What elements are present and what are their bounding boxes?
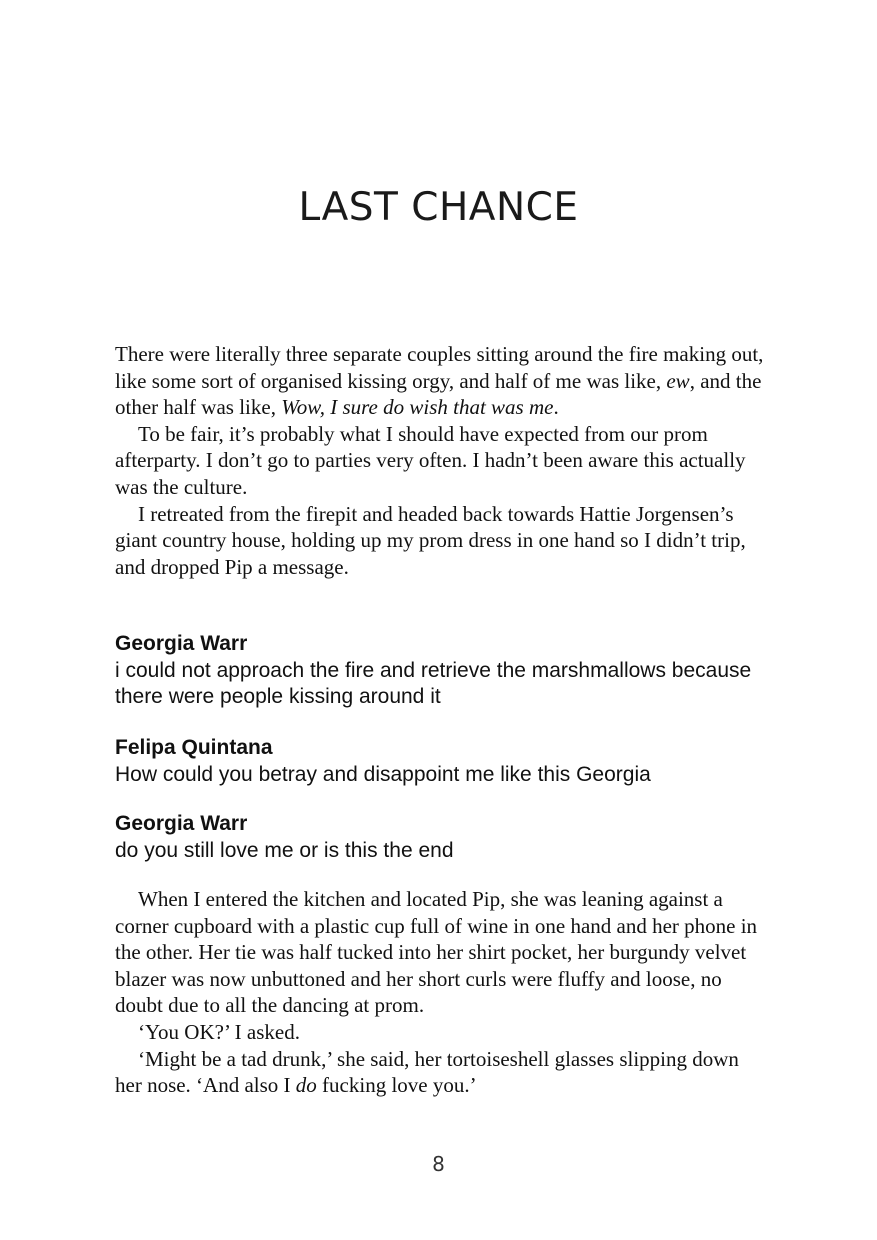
message-text: How could you betray and disappoint me like this Georgia (115, 762, 651, 786)
page-number: 8 (432, 1152, 445, 1176)
paragraph-1-text-e: . (553, 395, 559, 420)
paragraph-1-emphasis-wish: Wow, I sure do wish that was me (281, 395, 554, 420)
paragraph-1-text-a: There were literally three separate couples sitting around the fire making out, like some sort of organised kissing orgy, and half of me was like, (115, 342, 764, 393)
message-3 (115, 811, 765, 864)
message-1 (115, 631, 765, 711)
paragraph-2: To be fair, it’s probably what I should have expected from our prom afterparty. I don’t go to parties very often. I hadn’t been aware this actually was the culture. (115, 421, 746, 499)
opening-text (115, 341, 765, 580)
paragraph-5: ‘You OK?’ I asked. (138, 1019, 300, 1044)
paragraph-1-emphasis-ew: ew (666, 368, 690, 393)
paragraph-6-text-c: fucking love you.’ (316, 1073, 477, 1098)
paragraph-1 (115, 341, 765, 421)
message-sender: Felipa Quintana (115, 736, 273, 759)
paragraph-6-emphasis-do: do (295, 1073, 317, 1098)
paragraph-6 (115, 1046, 765, 1099)
paragraph-6-text-a: ‘Might be a tad drunk,’ she said, her tortoiseshell glasses slipping down her nose. ‘And also I (115, 1046, 739, 1098)
chapter-title: LAST CHANCE (298, 185, 579, 230)
closing-text (115, 886, 765, 1099)
paragraph-4: When I entered the kitchen and located Pip, she was leaning against a corner cupboard with a plastic cup full of wine in one hand and her phone in the other. Her tie was half tucked into her shirt pocket, her burgundy velvet blazer was now unbuttoned and her short curls were fluffy and loose, no doubt due to all the dancing at prom. (115, 887, 758, 1018)
paragraph-3: I retreated from the firepit and headed back towards Hattie Jorgensen’s giant country house, holding up my prom dress in one hand so I didn’t trip, and dropped Pip a message. (115, 501, 746, 579)
message-2 (115, 735, 765, 788)
message-sender: Georgia Warr (115, 632, 248, 655)
message-sender: Georgia Warr (115, 812, 248, 835)
message-text: do you still love me or is this the end (115, 838, 454, 862)
paragraph-1-text-c: , and the other half was like, (115, 368, 762, 420)
message-text: i could not approach the fire and retrieve the marshmallows because there were people kissing around it (115, 658, 752, 709)
